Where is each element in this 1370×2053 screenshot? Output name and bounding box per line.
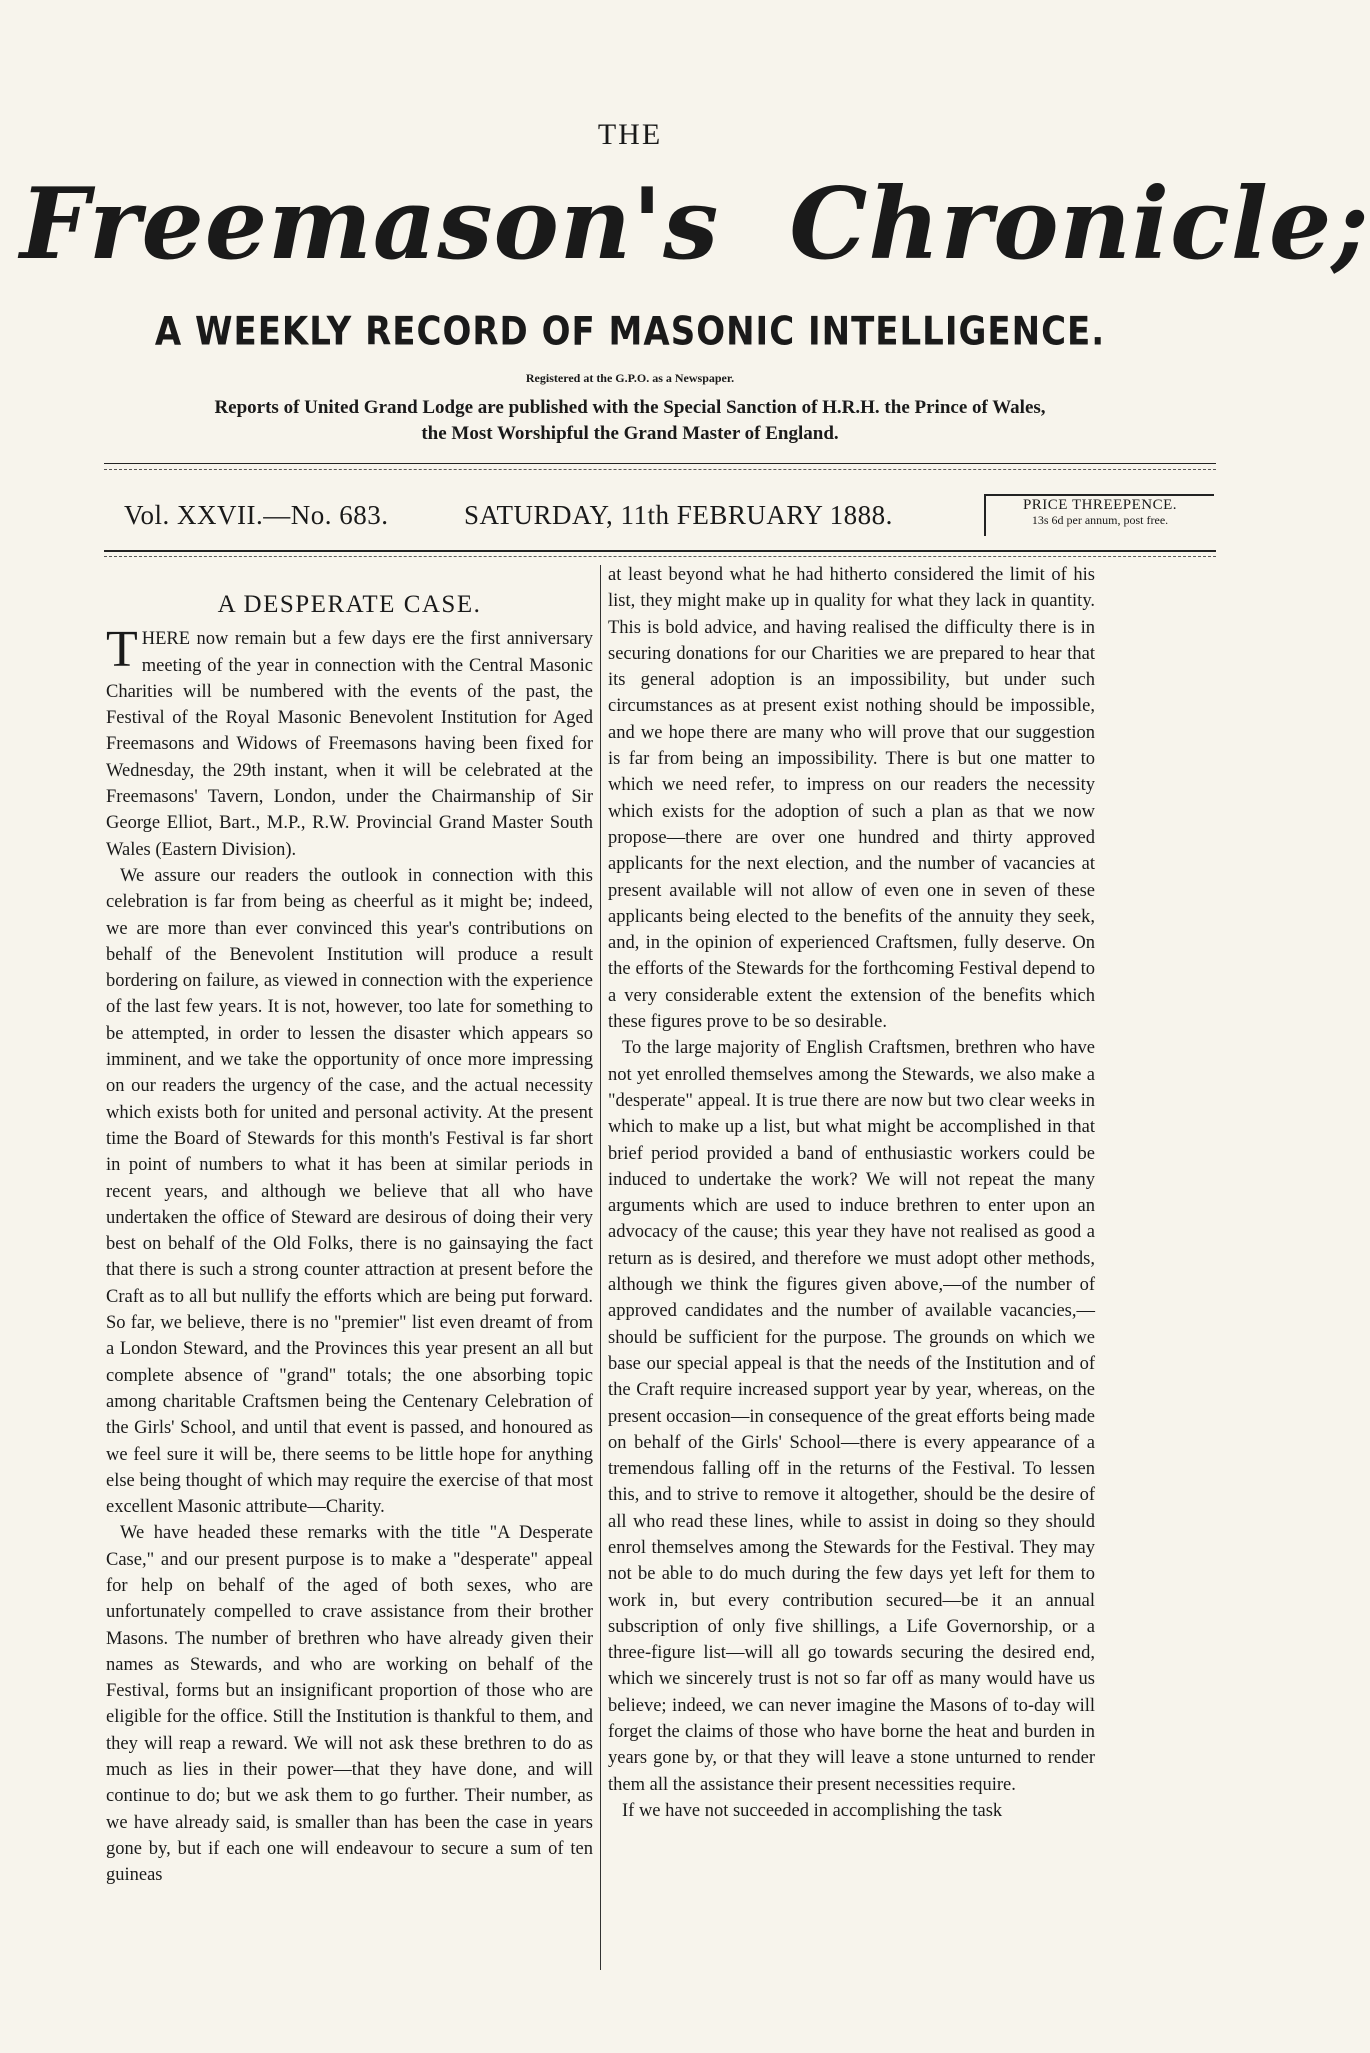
article-heading: A DESPERATE CASE. xyxy=(217,591,482,618)
paragraph-text: HERE now remain but a few days ere the first anniversary meeting of the year in connection with the Central Masonic Charities will be numbered with the events of the past, the Festival of the Royal Masonic Benevolent Institution for Aged Freemasons and Widows of Freemasons having been fixed for Wednesday, the 29th instant, when it will be celebrated at the Freemasons' Tavern, London, under the Chairmanship of Sir George Elliot, Bart., M.P., R.W. Provincial Grand Master South Wales (Eastern Division). xyxy=(106,629,593,860)
drop-cap: T xyxy=(106,621,138,679)
divider-rule-dashed xyxy=(104,469,1216,470)
divider-rule xyxy=(104,550,1216,552)
article-column-right xyxy=(608,562,1095,1824)
article-paragraph: If we have not succeeded in accomplishing the task xyxy=(622,1800,1003,1821)
title-chronicle: Chronicle; xyxy=(789,167,1370,282)
article-paragraph: We assure our readers the outlook in connection with this celebration is far from being as cheerful as it might be; indeed, we are more than ever convinced this year's contributions on behalf of the Benevolent Institution will produce a result bordering on failure, as viewed in connection with the experience of the last few years. It is not, however, too late for something to be attempted, in order to lessen the disaster which appears so imminent, and we take the opportunity of once more impressing on our readers the urgency of the case, and the actual necessity which exists both for united and personal activity. At the present time the Board of Stewards for this month's Festival is far short in point of numbers to what it has been at similar periods in recent years, and although we believe that all who have undertaken the office of Steward are desirous of doing their very best on behalf of the Old Folks, there is no gainsaying the fact that there is such a strong counter attraction at present before the Craft as to all but nullify the efforts which are being put forward. So far, we believe, there is no "premier" list even dreamt of from a London Steward, and the Provinces this year present an all but complete absence of "grand" totals; the one absorbing topic among charitable Craftsmen being the Centenary Celebration of the Girls' School, and until that event is passed, and honoured as we feel sure it will be, there seems to be little hope for anything else being thought of which may require the exercise of that most excellent Masonic attribute—Charity. xyxy=(106,865,593,1518)
article-paragraph: at least beyond what he had hitherto considered the limit of his list, they might make up in quality for what they lack in quantity. This is bold advice, and having realised the difficulty there is in securing donations for our Charities we are prepared to hear that its general adoption is an impossibility, but under such circumstances as at present exist nothing should be impossible, and we hope there are many who will prove that our suggestion is far from being an impossibility. There is but one matter to which we need refer, to impress on our readers the necessity which exists for the adoption of such a plan as that we now propose—there are over one hundred and thirty approved applicants for the next election, and the number of vacancies at present available will not allow of even one in seven of these applicants being elected to the benefits of the annuity they seek, and, in the opinion of experienced Craftsmen, fully deserve. On the efforts of the Stewards for the forthcoming Festival depend to a very considerable extent the extension of the benefits which these figures prove to be so desirable. xyxy=(608,565,1095,1033)
article-paragraph: To the large majority of English Craftsmen, brethren who have not yet enrolled themselves among the Stewards, we also make a "desperate" appeal. It is true there are now but two clear weeks in which to make up a list, but what might be accomplished in that brief period provided a band of enthusiastic workers could be induced to undertake the work? We will not repeat the many arguments which are used to induce brethren to enter upon an advocacy of the cause; this year they have not realised as good a return as is desired, and therefore we must adopt other methods, although we think the figures given above,—of the number of approved candidates and the number of available vacancies,—should be sufficient for the purpose. The grounds on which we base our special appeal is that the needs of the Institution and of the Craft require increased support year by year, whereas, on the present occasion—in consequence of the great efforts being made on behalf of the Girls' School—there is every appearance of a tremendous falling off in the returns of the Festival. To lessen this, and to strive to remove it altogether, should be the desire of all who read these lines, while to assist in doing so they should enrol themselves among the Stewards for the Festival. They may not be able to do much during the few days yet left for them to work in, but every contribution secured—be it an annual subscription of only five shillings, a Life Governorship, or a three-figure list—will all go towards securing the desired end, which we sincerely trust is not so far off as many would have us believe; indeed, we can never imagine the Masons of to-day will forget the claims of those who have borne the heat and burden in years gone by, or that they will leave a stone unturned to render them all the assistance their present necessities require. xyxy=(608,1038,1095,1795)
sanction-line-1: Reports of United Grand Lodge are published with the Special Sanction of H.R.H. the Prince of Wales, xyxy=(214,397,1046,418)
newspaper-title xyxy=(20,165,1370,285)
sanction-line-2: the Most Worshipful the Grand Master of England. xyxy=(421,423,839,444)
volume-number: Vol. XXVII.—No. 683. xyxy=(124,500,389,530)
newspaper-subtitle: A WEEKLY RECORD OF MASONIC INTELLIGENCE. xyxy=(154,309,1106,355)
article-paragraph xyxy=(106,621,593,863)
article-column-left xyxy=(106,562,593,1889)
divider-rule xyxy=(104,463,1216,464)
divider-rule-dashed xyxy=(104,556,1216,557)
title-freemasons: Freemason's xyxy=(20,167,720,282)
price-box xyxy=(984,494,1214,536)
issue-info-bar xyxy=(104,492,1216,538)
price-annual: 13s 6d per annum, post free. xyxy=(1031,513,1169,527)
sanction-note xyxy=(0,395,1260,447)
registration-note: Registered at the G.P.O. as a Newspaper. xyxy=(525,371,735,385)
masthead-the: THE xyxy=(597,118,663,151)
issue-date: SATURDAY, 11th FEBRUARY 1888. xyxy=(464,500,893,530)
price-main: PRICE THREEPENCE. xyxy=(1022,497,1178,513)
article-paragraph: We have headed these remarks with the title "A Desperate Case," and our present purpose is to make a "desperate" appeal for help on behalf of the aged of both sexes, who are unfortunately compelled to crave assistance from their brother Masons. The number of brethren who have already given their names as Stewards, and who are working on behalf of the Festival, forms but an insignificant proportion of those who are eligible for the office. Still the Institution is thankful to them, and they will reap a reward. We will not ask these brethren to do as much as lies in their power—that they have done, and will continue to do; but we ask them to go further. Their number, as we have already said, is smaller than has been the case in years gone by, but if each one will endeavour to secure a sum of ten guineas xyxy=(106,1523,593,1886)
column-divider xyxy=(600,565,601,1970)
